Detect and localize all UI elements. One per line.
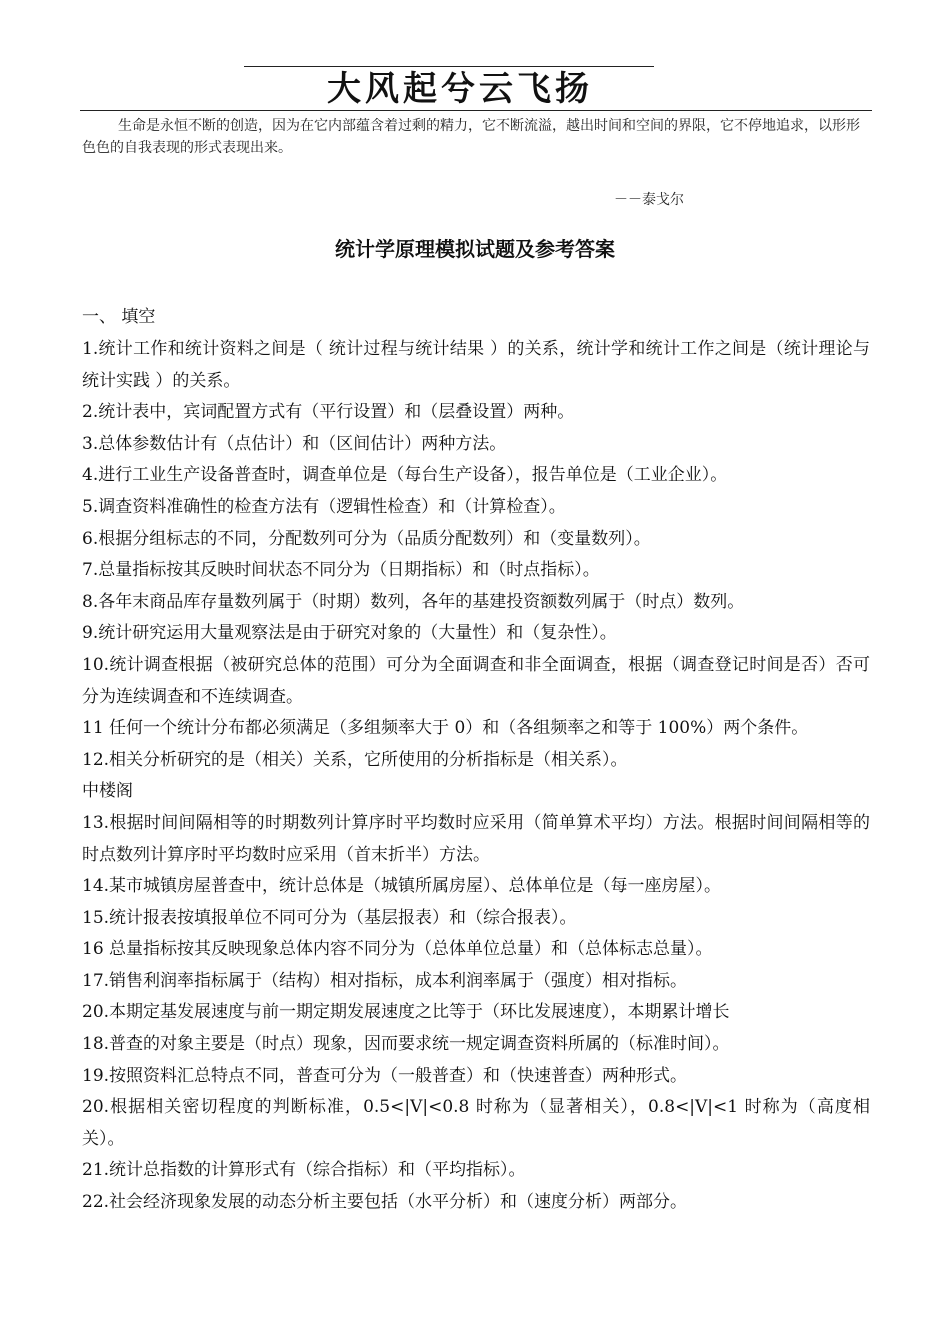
question-item: 17.销售利润率指标属于（结构）相对指标，成本利润率属于（强度）相对指标。 xyxy=(82,970,688,991)
question-item: 5.调查资料准确性的检查方法有（逻辑性检查）和（计算检查）。 xyxy=(82,496,566,517)
stray-line: 中楼阁 xyxy=(82,781,133,802)
question-item: 19.按照资料汇总特点不同，普查可分为（一般普查）和（快速普查）两种形式。 xyxy=(82,1065,688,1086)
question-item: 20.本期定基发展速度与前一期定期发展速度之比等于（环比发展速度），本期累计增长 xyxy=(82,1002,730,1023)
question-item: 18.普查的对象主要是（时点）现象，因而要求统一规定调查资料所属的（标准时间）。 xyxy=(82,1034,730,1055)
question-item: 7.总量指标按其反映时间状态不同分为（日期指标）和（时点指标）。 xyxy=(82,560,600,581)
header-banner: 大风起兮云飞扬 xyxy=(327,69,593,109)
question-item: 11 任何一个统计分布都必须满足（多组频率大于 0）和（各组频率之和等于 100%）两个条件。 xyxy=(82,718,809,739)
question-item: 21.统计总指数的计算形式有（综合指标）和（平均指标）。 xyxy=(82,1160,526,1181)
document-title: 统计学原理模拟试题及参考答案 xyxy=(335,237,615,261)
question-list xyxy=(82,334,870,1219)
question-item: 4.进行工业生产设备普查时，调查单位是（每台生产设备），报告单位是（工业企业）。 xyxy=(82,465,728,486)
question-item: 15.统计报表按填报单位不同可分为（基层报表）和（综合报表）。 xyxy=(82,907,577,928)
question-item: 3.总体参数估计有（点估计）和（区间估计）两种方法。 xyxy=(82,433,507,454)
question-item: 12.相关分析研究的是（相关）关系，它所使用的分析指标是（相关系）。 xyxy=(82,749,628,770)
question-item: 6.根据分组标志的不同，分配数列可分为（品质分配数列）和（变量数列）。 xyxy=(82,528,651,549)
question-item: 20.根据相关密切程度的判断标准，0.5<|V|<0.8 时称为（显著相关），0.8<|V|<1 时称为（高度相关）。 xyxy=(82,1097,870,1149)
header-motto: 生命是永恒不断的创造，因为在它内部蕴含着过剩的精力，它不断流溢，越出时间和空间的界限，它不停地追求，以形形色色的自我表现的形式表现出来。 xyxy=(82,118,860,156)
motto-author: －－泰戈尔 xyxy=(614,192,684,208)
question-item: 13.根据时间间隔相等的时期数列计算序时平均数时应采用（简单算术平均）方法。根据时间间隔相等的时点数列计算序时平均数时应采用（首末折半）方法。 xyxy=(82,812,870,865)
question-item: 2.统计表中，宾词配置方式有（平行设置）和（层叠设置）两种。 xyxy=(82,402,575,423)
question-item: 9.统计研究运用大量观察法是由于研究对象的（大量性）和（复杂性）。 xyxy=(82,623,617,644)
header-bottom-rule xyxy=(80,110,872,111)
question-item: 22.社会经济现象发展的动态分析主要包括（水平分析）和（速度分析）两部分。 xyxy=(82,1192,688,1213)
header-top-rule xyxy=(244,66,654,67)
section-heading: 一、 填空 xyxy=(82,307,156,327)
question-item: 16 总量指标按其反映现象总体内容不同分为（总体单位总量）和（总体标志总量）。 xyxy=(82,939,713,960)
question-item: 1.统计工作和统计资料之间是（ 统计过程与统计结果 ）的关系，统计学和统计工作之间是（统计理论与统计实践 ）的关系。 xyxy=(82,339,870,391)
question-item: 14.某市城镇房屋普查中，统计总体是（城镇所属房屋）、总体单位是（每一座房屋）。 xyxy=(82,876,722,897)
question-item: 8.各年末商品库存量数列属于（时期）数列，各年的基建投资额数列属于（时点）数列。 xyxy=(82,591,745,612)
question-item: 10.统计调查根据（被研究总体的范围）可分为全面调查和非全面调查，根据（调查登记时间是否）否可分为连续调查和不连续调查。 xyxy=(82,654,870,707)
